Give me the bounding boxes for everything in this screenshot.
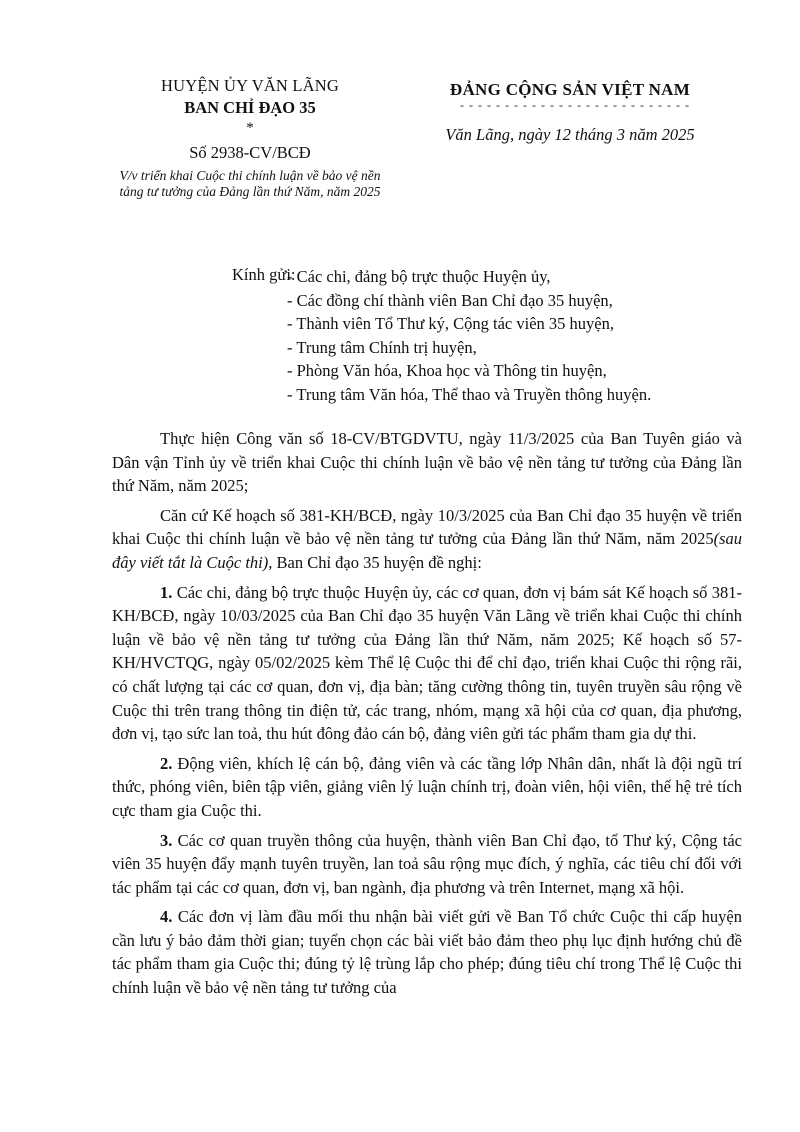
item-text: Các chi, đảng bộ trực thuộc Huyện ủy, các cơ quan, đơn vị bám sát Kế hoạch số 381-KH/BCĐ, ngày 10/03/2025 của Ban Chỉ đạo 35 huyện Văn Lãng về triển khai Cuộc thi chính luận về bảo vệ nền tảng tư tưởng của Đảng lần thứ Năm, năm 2025; Kế hoạch số 57-KH/HVCTQG, ngày 05/02/2025 kèm Thể lệ Cuộc thi để chỉ đạo, triển khai Cuộc thi rộng rãi, có chất lượng tại các cơ quan, đơn vị, địa bàn; tăng cường thông tin, tuyên truyền sâu rộng về Cuộc thi trên trang thông tin điện tử, các trang, nhóm, mạng xã hội của cơ quan, địa phương, đơn vị, tạo sức lan toả, thu hút đông đảo cán bộ, đảng viên gửi tác phẩm tham gia dự thi. (112, 582, 742, 744)
party-underline: - - - - - - - - - - - - - - - - - - - - - - - - - - (460, 98, 690, 112)
recipient-item: - Các đồng chí thành viên Ban Chỉ đạo 35 huyện, (287, 290, 613, 310)
document-number: Số 2938-CV/BCĐ (189, 143, 311, 162)
recipient-item: - Các chi, đảng bộ trực thuộc Huyện ủy, (287, 267, 551, 286)
document-summary: V/v triển khai Cuộc thi chính luận về bảo vệ nền tảng tư tưởng của Đảng lần thứ Năm, năm 2025 (119, 168, 381, 199)
paragraph-2-italic: (sau đây viết tắt là Cuộc thi) (112, 529, 742, 572)
numbered-item-2 (112, 752, 742, 823)
issuer-star: * (246, 120, 254, 136)
recipient-item: - Thành viên Tổ Thư ký, Cộng tác viên 35 huyện, (287, 314, 614, 334)
recipient-item: - Phòng Văn hóa, Khoa học và Thông tin huyện, (287, 361, 607, 381)
item-text: Các đơn vị làm đầu mối thu nhận bài viết gửi về Ban Tổ chức Cuộc thi cấp huyện cần lưu ý bảo đảm thời gian; tuyển chọn các bài viết bảo đảm theo phụ lục định hướng chủ đề tác phẩm tham gia Cuộc thi; đúng tỷ lệ trùng lắp cho phép; đúng tiêu chí trong Thể lệ Cuộc thi chính luận về bảo vệ nền tảng tư tưởng của (112, 907, 742, 998)
item-text: Động viên, khích lệ cán bộ, đảng viên và các tầng lớp Nhân dân, nhất là đội ngũ trí thức, phóng viên, biên tập viên, giảng viên lý luận chính trị, đoàn viên, hội viên, thế hệ trẻ tích cực tham gia Cuộc thi. (112, 753, 742, 820)
party-name: ĐẢNG CỘNG SẢN VIỆT NAM (449, 80, 691, 99)
item-text: Các cơ quan truyền thông của huyện, thành viên Ban Chỉ đạo, tổ Thư ký, Cộng tác viên 35 huyện đẩy mạnh tuyên truyền, lan toả sâu rộng mục đích, ý nghĩa, các tiêu chí đối với tác phẩm tại các cơ quan, đơn vị, ban ngành, địa phương và trên Internet, mạng xã hội. (112, 830, 742, 897)
document-body (112, 427, 742, 1006)
item-number: 3. (160, 830, 173, 850)
paragraph-2-end: , Ban Chỉ đạo 35 huyện đề nghị: (268, 552, 482, 572)
item-number: 1. (160, 582, 173, 602)
numbered-item-3 (112, 829, 742, 900)
issuer-line-2: BAN CHỈ ĐẠO 35 (184, 98, 316, 117)
recipients-label: Kính gửi: (232, 265, 296, 284)
issuer-line-1: HUYỆN ỦY VĂN LÃNG (160, 76, 339, 95)
item-number: 4. (160, 907, 173, 927)
paragraph-2-main: Căn cứ Kế hoạch số 381-KH/BCĐ, ngày 10/3/2025 của Ban Chỉ đạo 35 huyện về triển khai Cuộc thi chính luận về bảo vệ nền tảng tư tưởng của Đảng lần thứ Năm, năm 2025 (112, 505, 742, 549)
recipients-list (287, 265, 651, 407)
numbered-item-1 (112, 581, 742, 746)
item-number: 2. (160, 753, 173, 773)
recipient-item: - Trung tâm Văn hóa, Thể thao và Truyền thông huyện. (287, 384, 652, 404)
body-paragraph-1: Thực hiện Công văn số 18-CV/BTGDVTU, ngày 11/3/2025 của Ban Tuyên giáo và Dân vận Tỉnh ủy về triển khai Cuộc thi chính luận về bảo vệ nền tảng tư tưởng của Đảng lần thứ Năm, năm 2025; (112, 429, 742, 496)
numbered-item-4 (112, 905, 742, 999)
recipient-item: - Trung tâm Chính trị huyện, (287, 337, 477, 357)
dateline: Văn Lãng, ngày 12 tháng 3 năm 2025 (445, 125, 695, 144)
body-paragraph-2 (112, 504, 742, 575)
